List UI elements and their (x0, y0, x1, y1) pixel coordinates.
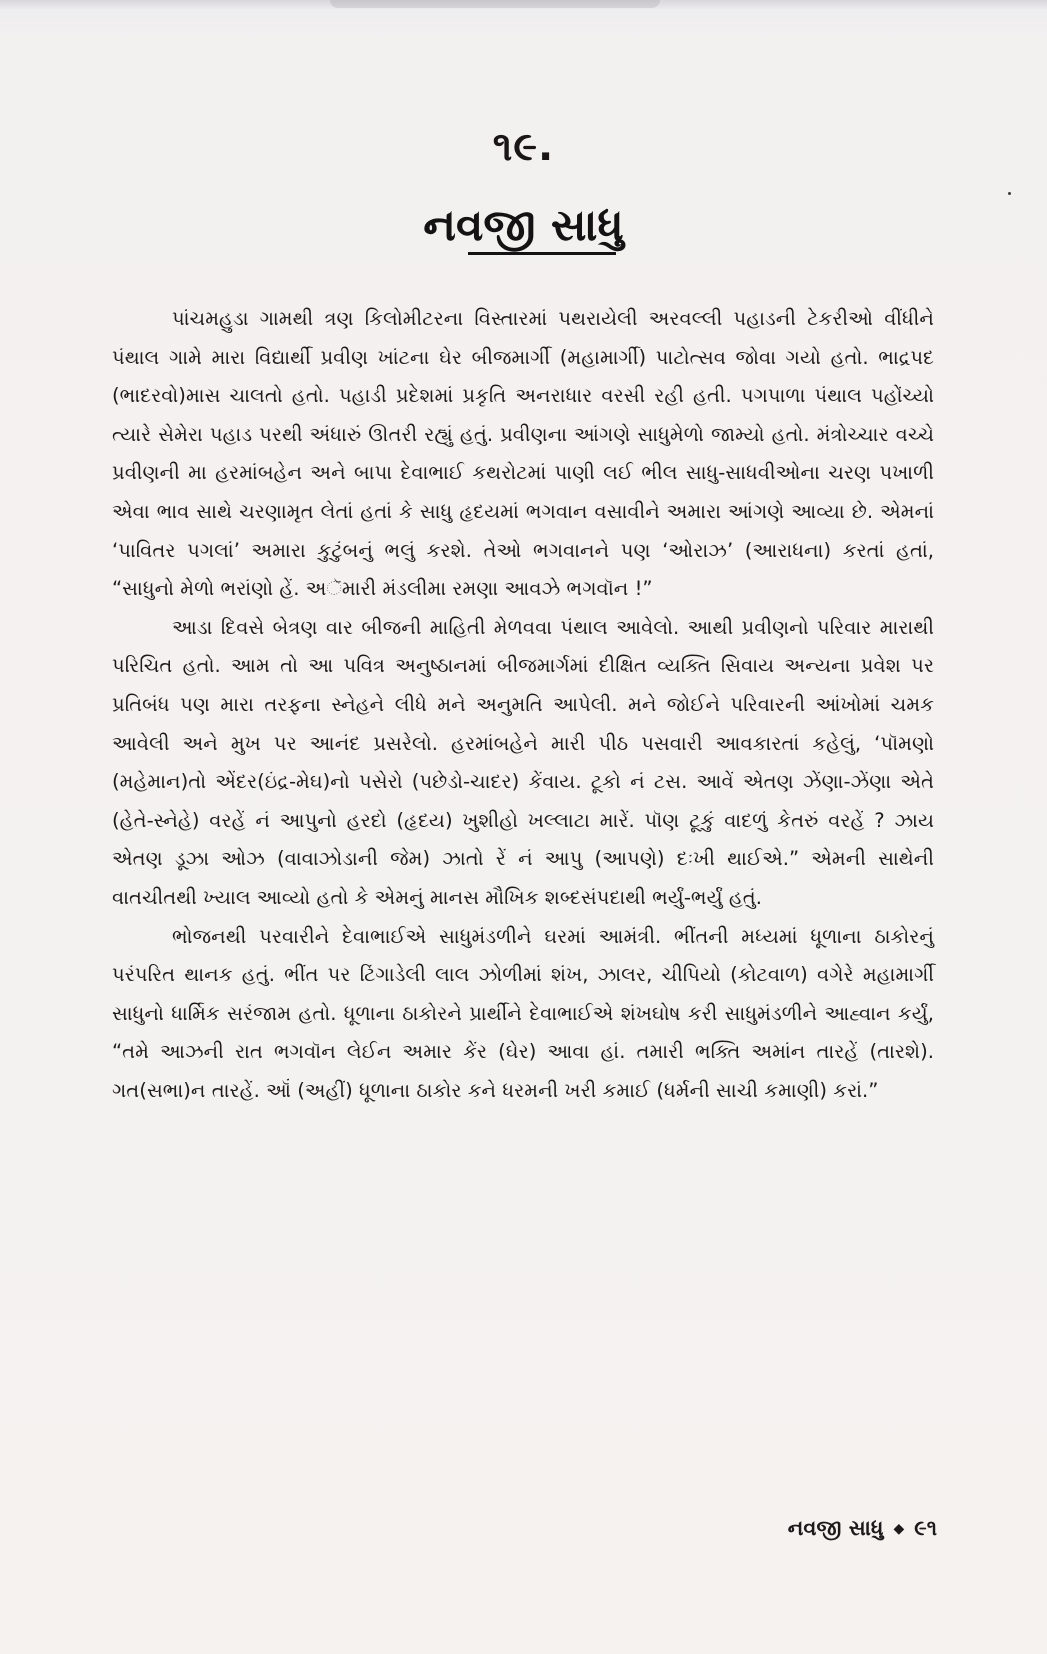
page-number: ૯૧ (914, 1516, 937, 1540)
chapter-title: નવજી સાધુ (423, 200, 624, 251)
paragraph-3: ભોજનથી પરવારીને દેવાભાઈએ સાધુમંડળીને ઘરમાં આમંત્રી. ભીંતની મધ્યમાં ધૂળાના ઠાકોરનું પરંપરિત થાનક હતું. ભીંત પર ટિંગાડેલી લાલ ઝોળીમાં શંખ, ઝાલર, ચીપિયો (કોટવાળ) વગેરે મહામાર્ગી સાધુનો ધાર્મિક સરંજામ હતો. ધૂળાના ઠાકોરને પ્રાર્થીને દેવાભાઈએ શંખઘોષ કરી સાધુમંડળીને આહ્વાન કર્યું, “તમે આઝની રાત ભગવૉન લેઈન અમાર કેંર (ઘેર) આવા હાં. તમારી ભક્તિ અમાંન તારહેં (તારશે). ગત(સભા)ન તારહેં. ઑં (અહીં) ધૂળાના ઠાકોર કને ધરમની ખરી કમાઈ (ધર્મની સાચી કમાણી) કરાં.” (112, 924, 934, 1102)
diamond-separator-icon: ◆ (893, 1521, 905, 1537)
scan-speck (1008, 192, 1011, 195)
scan-smudge (330, 0, 660, 8)
chapter-body (112, 300, 934, 1110)
page-footer (788, 1516, 937, 1541)
paragraph-2: આડા દિવસે બેત્રણ વાર બીજની માહિતી મેળવવા પંથાલ આવેલો. આથી પ્રવીણનો પરિવાર મારાથી પરિચિત હતો. આમ તો આ પવિત્ર અનુષ્ઠાનમાં બીજમાર્ગમાં દીક્ષિત વ્યક્તિ સિવાય અન્યના પ્રવેશ પર પ્રતિબંધ પણ મારા તરફના સ્નેહને લીધે મને અનુમતિ આપેલી. મને જોઈને પરિવારની આંખોમાં ચમક આવેલી અને મુખ પર આનંદ પ્રસરેલો. હરમાંબહેને મારી પીઠ પસવારી આવકારતાં કહેલું, ‘પૉમણો (મહેમાન)તો એંદર(ઇંદ્ર-મેઘ)નો પસેરો (પછેડો-ચાદર) કેંવાય. ટૂકો નં ટસ. આવેં એતણ ઝેંણા-ઝેંણા એતે (હેતે-સ્નેહે) વરહેં નં આપુનો હરદો (હૃદય) ખુશીહો ખલ્લાટા મારેં. પૉણ ટૂકું વાદળું કેતરું વરહેં ? ઝાય એતણ ડૂઝા ઓઝ (વાવાઝોડાની જેમ) ઝાતો રેં નં આપુ (આપણે) દઃખી થાઈએ.” એમની સાથેની વાતચીતથી ખ્યાલ આવ્યો હતો કે એમનું માનસ મૌખિક શબ્દસંપદાથી ભર્યું-ભર્યું હતું. (112, 615, 934, 909)
running-title: નવજી સાધુ (787, 1516, 884, 1540)
paragraph-1: પાંચમહુડા ગામથી ત્રણ કિલોમીટરના વિસ્તારમાં પથરાયેલી અરવલ્લી પહાડની ટેકરીઓ વીંધીને પંથાલ ગામે મારા વિદ્યાર્થી પ્રવીણ ખાંટના ઘેર બીજમાર્ગી (મહામાર્ગી) પાટોત્સવ જોવા ગયો હતો. ભાદ્રપદ (ભાદરવો)માસ ચાલતો હતો. પહાડી પ્રદેશમાં પ્રકૃતિ અનરાધાર વરસી રહી હતી. પગપાળા પંથાલ પહોંચ્યો ત્યારે સેમેરા પહાડ પરથી અંધારું ઊતરી રહ્યું હતું. પ્રવીણના આંગણે સાધુમેળો જામ્યો હતો. મંત્રોચ્ચાર વચ્ચે પ્રવીણની મા હરમાંબહેન અને બાપા દેવાભાઈ કથરોટમાં પાણી લઈ ભીલ સાધુ-સાધવીઓના ચરણ પખાળી એવા ભાવ સાથે ચરણામૃત લેતાં હતાં કે સાધુ હૃદયમાં ભગવાન વસાવીને અમારા આંગણે આવ્યા છે. એમનાં ‘પાવિતર પગલાં’ અમારા કુટુંબનું ભલું કરશે. તેઓ ભગવાનને પણ ‘ઓરાઝ’ (આરાધના) કરતાં હતાં, “સાધુનો મેળો ભરાંણો હેં. અૅમારી મંડલીમા રમણા આવઝે ભગવૉન !” (112, 307, 934, 601)
title-underline (468, 252, 616, 255)
chapter-number: ૧૯. (492, 124, 555, 170)
